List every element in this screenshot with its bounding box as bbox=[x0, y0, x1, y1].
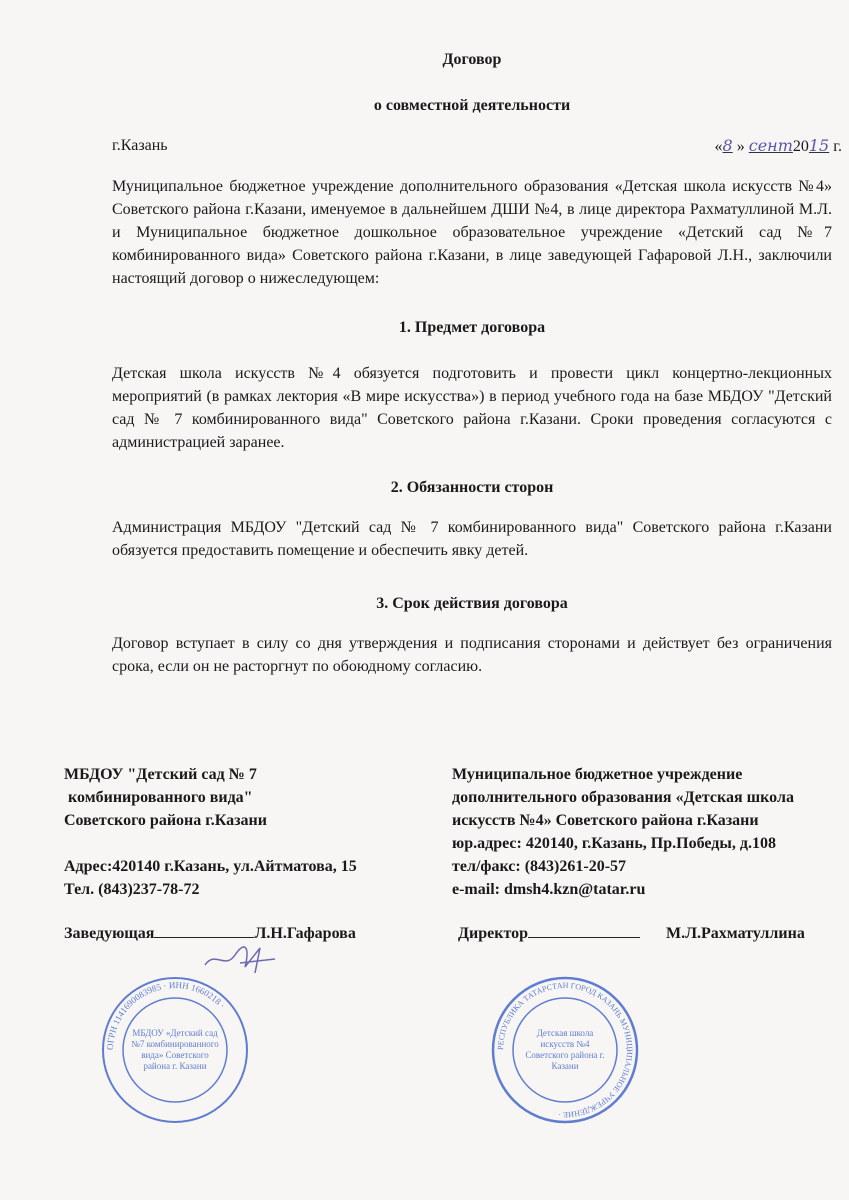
right-party-details: Муниципальное бюджетное учреждение дополнительного образования «Детская школа искусств №4» Советского района г.Казани юр.адрес: 420140, г.Казань, Пр.Победы, д.108 тел/факс: (843)261-20-57 e-mail: dmsh4.kzn@tatar.ru bbox=[452, 766, 794, 898]
section-text: Договор вступает в силу со дня утверждения и подписания сторонами и действует без ограничения срока, если он не расторгнут по обоюдному согласию. bbox=[112, 635, 832, 675]
section-text: Администрация МБДОУ "Детский сад № 7 комбинированного вида" Советского района г.Казани обязуется предоставить помещение и обеспечить явку детей. bbox=[112, 519, 832, 559]
section-heading: 1. Предмет договора bbox=[398, 319, 546, 336]
signature-left bbox=[200, 945, 280, 975]
city: г.Казань bbox=[112, 137, 168, 154]
contract-body bbox=[112, 50, 842, 678]
stamp-center-text: МБДОУ «Детский сад №7 комбинированного вида» Советского района г. Казани bbox=[131, 1028, 219, 1071]
contract-date: «8 » сент2015 г. bbox=[714, 136, 842, 155]
kindergarten-stamp bbox=[100, 975, 250, 1125]
intro-paragraph: Муниципальное бюджетное учреждение дополнительного образования «Детская школа искусств №4» Советского района г.Казани, именуемое в дальнейшем ДШИ №4, в лице директора Рахматуллиной М.Л. и Муниципальное бюджетное дошкольное образовательное учреждение «Детский сад №7 комбинированного вида» Советского района г.Казани, в лице заведующей Гафаровой Л.Н., заключили настоящий договор о нижеследующем: bbox=[112, 178, 832, 287]
city-date-line bbox=[112, 136, 842, 157]
stamp-center-text: Детская школа искусств №4 Советского района г. Казани bbox=[525, 1028, 605, 1071]
section-heading: 2. Обязанности сторон bbox=[390, 479, 554, 496]
right-signature-line: Директор М.Л.Рахматуллина bbox=[458, 925, 805, 942]
svg-text:ОГРН 1141690083985 · ИНН 16602: ОГРН 1141690083985 · ИНН 1660218 · bbox=[104, 979, 228, 1051]
left-party-details: МБДОУ "Детский сад № 7 комбинированного вида" Советского района г.Казани Адрес:420140 г.Казань, ул.Айтматова, 15 Тел. (843)237-78-72 bbox=[64, 766, 357, 898]
school-stamp bbox=[490, 975, 640, 1125]
date-year: 15 bbox=[808, 136, 830, 155]
section-text: Детская школа искусств №4 обязуется подготовить и провести цикл концертно-лекционных мероприятий (в рамках лектория «В мире искусства») в период учебного года на базе МБДОУ "Детский сад № 7 комбинированного вида" Советского района г.Казани. Сроки проведения согласуются с администрацией заранее. bbox=[112, 365, 832, 451]
document-title: Договор bbox=[442, 51, 502, 68]
left-signature-line: Заведующая Л.Н.Гафарова bbox=[64, 925, 356, 942]
svg-text:РЕСПУБЛИКА ТАТАРСТАН ГОРОД КАЗ: РЕСПУБЛИКА ТАТАРСТАН ГОРОД КАЗАНЬ МУНИЦИПАЛЬНОЕ УЧРЕЖДЕНИЕ · bbox=[495, 980, 635, 1120]
section-heading: 3. Срок действия договора bbox=[376, 595, 568, 612]
date-day: 8 bbox=[722, 136, 733, 155]
document-subtitle: о совместной деятельности bbox=[373, 97, 571, 114]
date-month: сент bbox=[748, 136, 793, 155]
